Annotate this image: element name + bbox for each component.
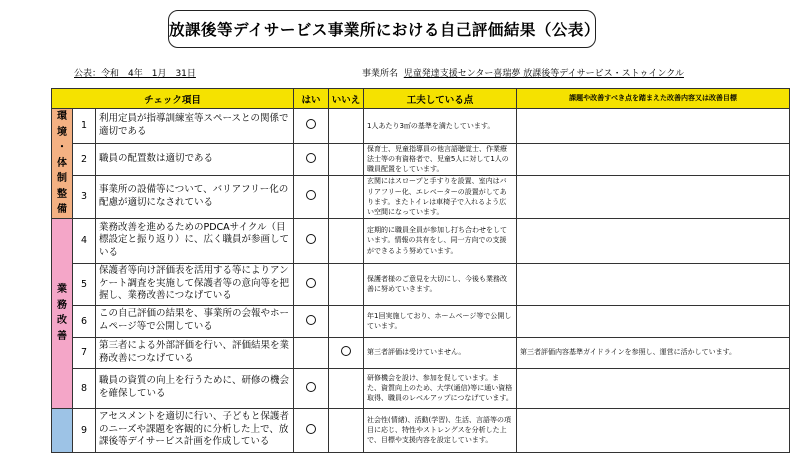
yes-circle-icon xyxy=(306,424,316,434)
no-cell[interactable] xyxy=(329,143,364,175)
yes-cell[interactable] xyxy=(294,368,329,408)
header-effort: 工夫している点 xyxy=(364,89,517,109)
yes-cell[interactable] xyxy=(294,143,329,175)
effort-note: 保育士、児童指導員の他言語聴覚士、作業療法士等の有資格者で、児童5人に対して1人の職員配置をしています。 xyxy=(364,143,517,175)
improve-note xyxy=(517,263,790,305)
no-cell[interactable] xyxy=(329,218,364,263)
row-number: 5 xyxy=(73,263,96,305)
check-item: 事業所の設備等について、バリアフリー化の配慮が適切になされている xyxy=(96,175,294,218)
no-cell[interactable] xyxy=(329,263,364,305)
improve-note xyxy=(517,218,790,263)
yes-cell[interactable] xyxy=(294,109,329,144)
row-number: 3 xyxy=(73,175,96,218)
table-row xyxy=(52,305,790,337)
check-item: 利用定員が指導訓練室等スペースとの関係で適切である xyxy=(96,109,294,144)
category-env: 環 境 ・ 体 制 整 備 xyxy=(52,109,73,219)
row-number: 1 xyxy=(73,109,96,144)
no-cell[interactable] xyxy=(329,175,364,218)
effort-note: 玄関にはスロープと手すりを設置、室内はバリアフリー化、エレベーターの設置がしてあります。またトイレは車椅子で入れるよう広い空間になっています。 xyxy=(364,175,517,218)
no-cell[interactable] xyxy=(329,109,364,144)
row-number: 2 xyxy=(73,143,96,175)
effort-note: 第三者評価は受けていません。 xyxy=(364,337,517,368)
no-cell[interactable] xyxy=(329,408,364,452)
yes-circle-icon xyxy=(306,278,316,288)
yes-cell[interactable] xyxy=(294,337,329,368)
header-yes: はい xyxy=(294,89,329,109)
row-number: 8 xyxy=(73,368,96,408)
category-biz: 業 務 改 善 xyxy=(52,218,73,408)
row-number: 4 xyxy=(73,218,96,263)
table-row xyxy=(52,263,790,305)
check-item: 職員の配置数は適切である xyxy=(96,143,294,175)
check-item: 職員の資質の向上を行うために、研修の機会を確保している xyxy=(96,368,294,408)
no-cell[interactable] xyxy=(329,305,364,337)
improve-note xyxy=(517,109,790,144)
table-row xyxy=(52,337,790,368)
table-row xyxy=(52,175,790,218)
yes-circle-icon xyxy=(306,234,316,244)
yes-circle-icon xyxy=(306,190,316,200)
check-item: 第三者による外部評価を行い、評価結果を業務改善につなげている xyxy=(96,337,294,368)
yes-circle-icon xyxy=(306,382,316,392)
publish-date: 公表：令和 4年 1月 31日 xyxy=(74,69,196,79)
check-item: アセスメントを適切に行い、子どもと保護者のニーズや課題を客観的に分析した上で、放課後等デイサービス計画を作成している xyxy=(96,408,294,452)
improve-note xyxy=(517,408,790,452)
no-circle-icon xyxy=(341,346,351,356)
check-item: この自己評価の結果を、事業所の会報やホームページ等で公開している xyxy=(96,305,294,337)
yes-cell[interactable] xyxy=(294,175,329,218)
title-box xyxy=(168,10,600,48)
effort-note: 保護者様のご意見を大切にし、今後も業務改善に努めていきます。 xyxy=(364,263,517,305)
table-row xyxy=(52,408,790,452)
header-row xyxy=(52,89,790,109)
effort-note: 1人あたり3㎡の基準を満たしています。 xyxy=(364,109,517,144)
effort-note: 定期的に職員全員が参加し打ち合わせをしています。情報の共有をし、同一方向での支援ができるよう努めています。 xyxy=(364,218,517,263)
facility-name: 児童発達支援センター喜瑞夢 放課後等デイサービス・ストゥインクル xyxy=(403,69,684,79)
page-title: 放課後等デイサービス事業所における自己評価結果（公表） xyxy=(169,21,600,39)
table-row xyxy=(52,218,790,263)
improve-note xyxy=(517,143,790,175)
table-row xyxy=(52,143,790,175)
no-cell[interactable] xyxy=(329,337,364,368)
effort-note: 社会性(情緒)、活動(学習)、生活、言語等の項目に応じ、特性やストレングスを分析した上で、目標や支援内容を設定しています。 xyxy=(364,408,517,452)
improve-note: 第三者評価内容基準ガイドラインを参照し、運営に活かしています。 xyxy=(517,337,790,368)
header-no: いいえ xyxy=(329,89,364,109)
header-check: チェック項目 xyxy=(52,89,294,109)
effort-note: 研修機会を設け、参加を促しています。また、資質向上のため、大学(通信)等に通い資格取得、職員のレベルアップにつなげています。 xyxy=(364,368,517,408)
row-number: 7 xyxy=(73,337,96,368)
improve-note xyxy=(517,368,790,408)
check-item: 保護者等向け評価表を活用する等によりアンケート調査を実施して保護者等の意向等を把握し、業務改善につなげている xyxy=(96,263,294,305)
table-body xyxy=(52,109,790,453)
yes-circle-icon xyxy=(306,315,316,325)
effort-note: 年1回実施しており、ホームページ等で公開しています。 xyxy=(364,305,517,337)
yes-cell[interactable] xyxy=(294,218,329,263)
improve-note xyxy=(517,175,790,218)
category-next xyxy=(52,408,73,452)
table-row xyxy=(52,109,790,144)
yes-circle-icon xyxy=(306,119,316,129)
no-cell[interactable] xyxy=(329,368,364,408)
yes-circle-icon xyxy=(306,153,316,163)
header-improve: 課題や改善すべき点を踏まえた改善内容又は改善目標 xyxy=(517,89,790,109)
row-number: 6 xyxy=(73,305,96,337)
yes-cell[interactable] xyxy=(294,263,329,305)
facility-info xyxy=(362,66,684,79)
improve-note xyxy=(517,305,790,337)
check-item: 業務改善を進めるためのPDCAサイクル（目標設定と振り返り）に、広く職員が参画している xyxy=(96,218,294,263)
yes-cell[interactable] xyxy=(294,408,329,452)
table-row xyxy=(52,368,790,408)
facility-label: 事業所名 xyxy=(362,69,399,79)
row-number: 9 xyxy=(73,408,96,452)
evaluation-table xyxy=(51,88,790,453)
yes-cell[interactable] xyxy=(294,305,329,337)
